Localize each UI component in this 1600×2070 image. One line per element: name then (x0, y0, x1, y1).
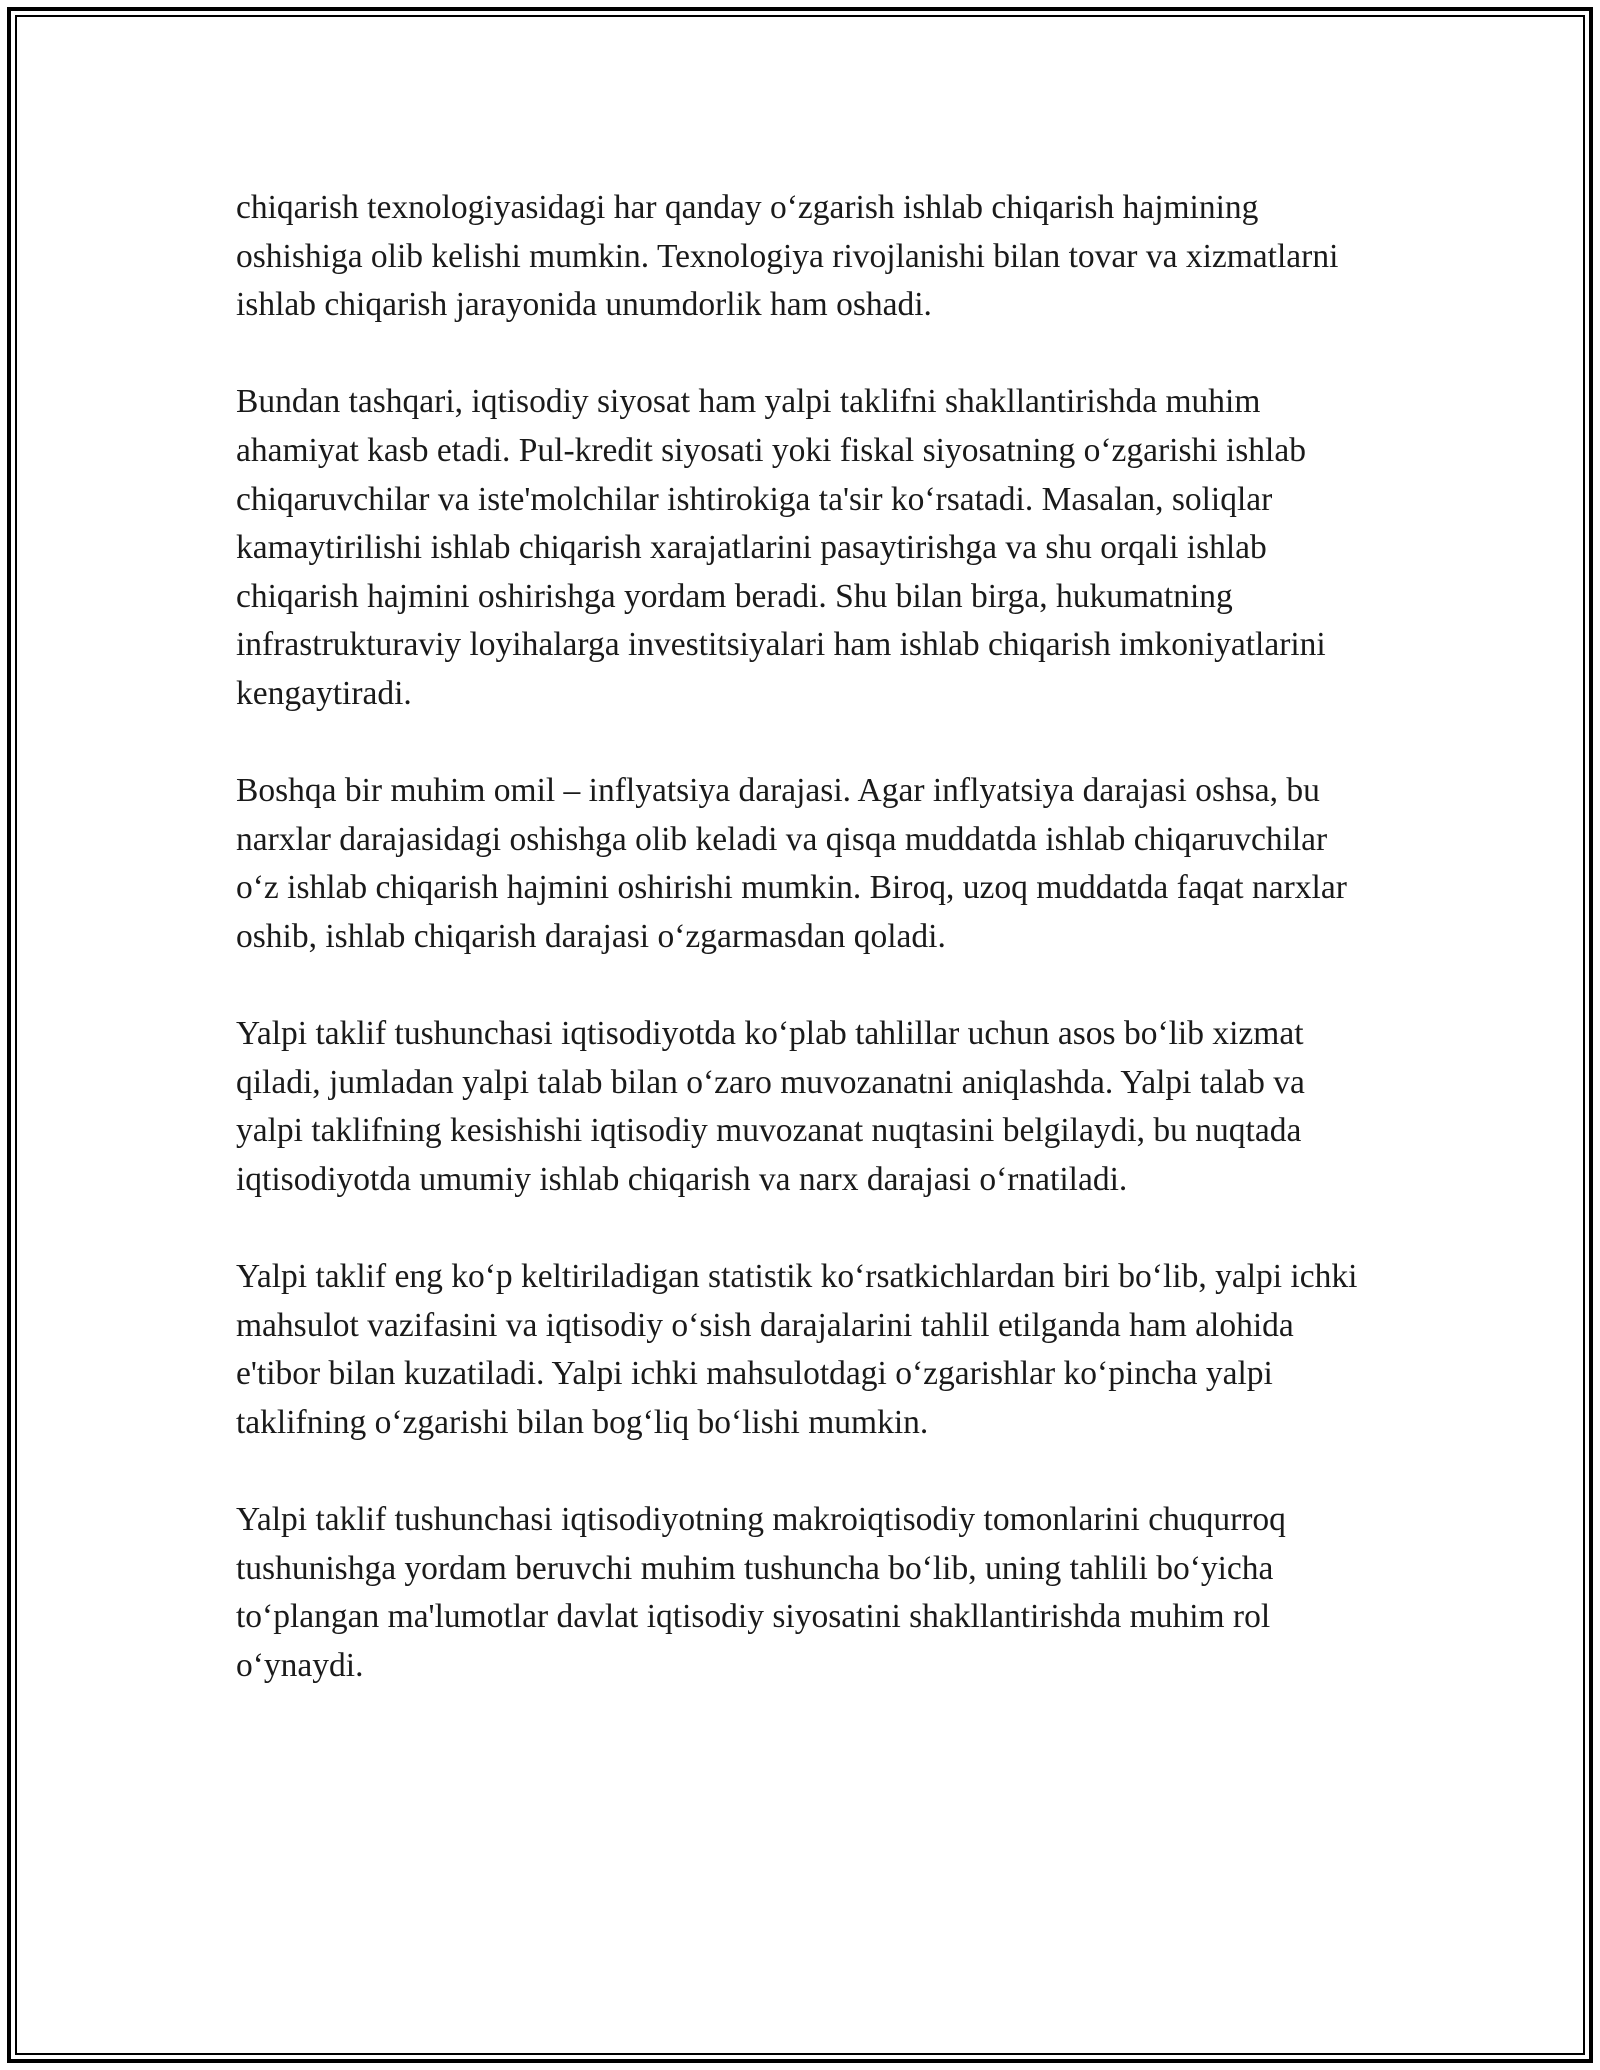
paragraph-6: Yalpi taklif tushunchasi iqtisodiyotning makroiqtisodiy tomonlarini chuqurroq tushunishga yordam beruvchi muhim tushuncha bo‘lib, uning tahlili bo‘yicha to‘plangan ma'lumotlar davlat iqtisodiy siyosatini shakllantirishda muhim rol o‘ynaydi. (236, 1501, 1286, 1684)
paragraph-3: Boshqa bir muhim omil – inflyatsiya darajasi. Agar inflyatsiya darajasi oshsa, bu narxlar darajasidagi oshishga olib keladi va qisqa muddatda ishlab chiqaruvchilar o‘z ishlab chiqarish hajmini oshirishi mumkin. Biroq, uzoq muddatda faqat narxlar oshib, ishlab chiqarish darajasi o‘zgarmasdan qoladi. (236, 772, 1347, 955)
paragraph-4: Yalpi taklif tushunchasi iqtisodiyotda ko‘plab tahlillar uchun asos bo‘lib xizmat qiladi, jumladan yalpi talab bilan o‘zaro muvozanatni aniqlashda. Yalpi talab va yalpi taklifning kesishishi iqtisodiy muvozanat nuqtasini belgilaydi, bu nuqtada iqtisodiyotda umumiy ishlab chiqarish va narx darajasi o‘rnatiladi. (236, 1015, 1305, 1198)
document-body (236, 184, 1376, 1690)
paragraph-5: Yalpi taklif eng ko‘p keltiriladigan statistik ko‘rsatkichlardan biri bo‘lib, yalpi ichki mahsulot vazifasini va iqtisodiy o‘sish darajalarini tahlil etilganda ham alohida e'tibor bilan kuzatiladi. Yalpi ichki mahsulotdagi o‘zgarishlar ko‘pincha yalpi taklifning o‘zgarishi bilan bog‘liq bo‘lishi mumkin. (236, 1258, 1358, 1441)
paragraph-2: Bundan tashqari, iqtisodiy siyosat ham yalpi taklifni shakllantirishda muhim ahamiyat kasb etadi. Pul-kredit siyosati yoki fiskal siyosatning o‘zgarishi ishlab chiqaruvchilar va iste'molchilar ishtirokiga ta'sir ko‘rsatadi. Masalan, soliqlar kamaytirilishi ishlab chiqarish xarajatlarini pasaytirishga va shu orqali ishlab chiqarish hajmini oshirishga yordam beradi. Shu bilan birga, hukumatning infrastrukturaviy loyihalarga investitsiyalari ham ishlab chiqarish imkoniyatlarini kengaytiradi. (236, 383, 1326, 712)
paragraph-1: chiqarish texnologiyasidagi har qanday o‘zgarish ishlab chiqarish hajmining oshishiga olib kelishi mumkin. Texnologiya rivojlanishi bilan tovar va xizmatlarni ishlab chiqarish jarayonida unumdorlik ham oshadi. (236, 189, 1339, 324)
